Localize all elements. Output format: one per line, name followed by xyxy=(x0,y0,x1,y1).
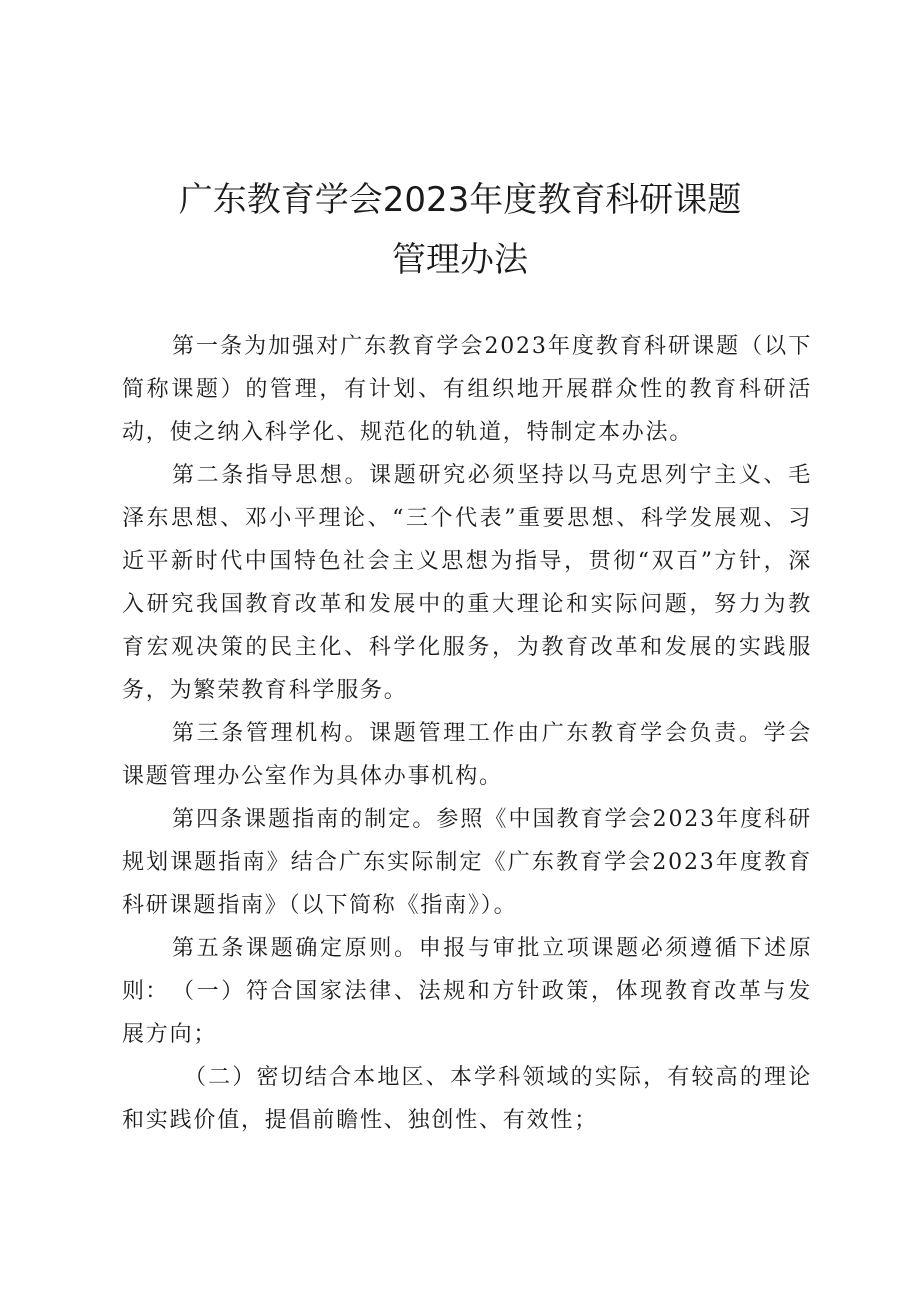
article-5-paragraph: 第五条课题确定原则。申报与审批立项课题必须遵循下述原则： xyxy=(122,936,812,1004)
article-2-paragraph: 第二条指导思想。课题研究必须坚持以马克思列宁主义、毛泽东思想、邓小平理论、“三个代表”重要思想、科学发展观、习近平新时代中国特色社会主义思想为指导，贯彻“双百”方针，深入研究我国教育改革和发展中的重大理论和实际问题，努力为教育宏观决策的民主化、科学化服务，为教育改革和发展的实践服务，为繁荣教育科学服务。 xyxy=(122,463,812,703)
principle-2-paragraph: （二）密切结合本地区、本学科领域的实际，有较高的理论和实践价值，提倡前瞻性、独创性、有效性； xyxy=(122,1065,812,1133)
article-1-paragraph: 第一条为加强对广东教育学会2023年度教育科研课题（以下简称课题）的管理，有计划、有组织地开展群众性的教育科研活动，使之纳入科学化、规范化的轨道，特制定本办法。 xyxy=(122,334,812,445)
document-title-line-2: 管理办法 xyxy=(392,240,528,280)
article-4-paragraph: 第四条课题指南的制定。参照《中国教育学会2023年度科研规划课题指南》结合广东实际制定《广东教育学会2023年度教育科研课题指南》（以下简称《指南》）。 xyxy=(122,807,812,918)
article-3-paragraph: 第三条管理机构。课题管理工作由广东教育学会负责。学会课题管理办公室作为具体办事机构。 xyxy=(122,721,812,789)
principle-1-paragraph: （一）符合国家法律、法规和方针政策，体现教育改革与发展方向； xyxy=(122,979,812,1047)
document-title-line-1: 广东教育学会2023年度教育科研课题 xyxy=(178,180,742,220)
